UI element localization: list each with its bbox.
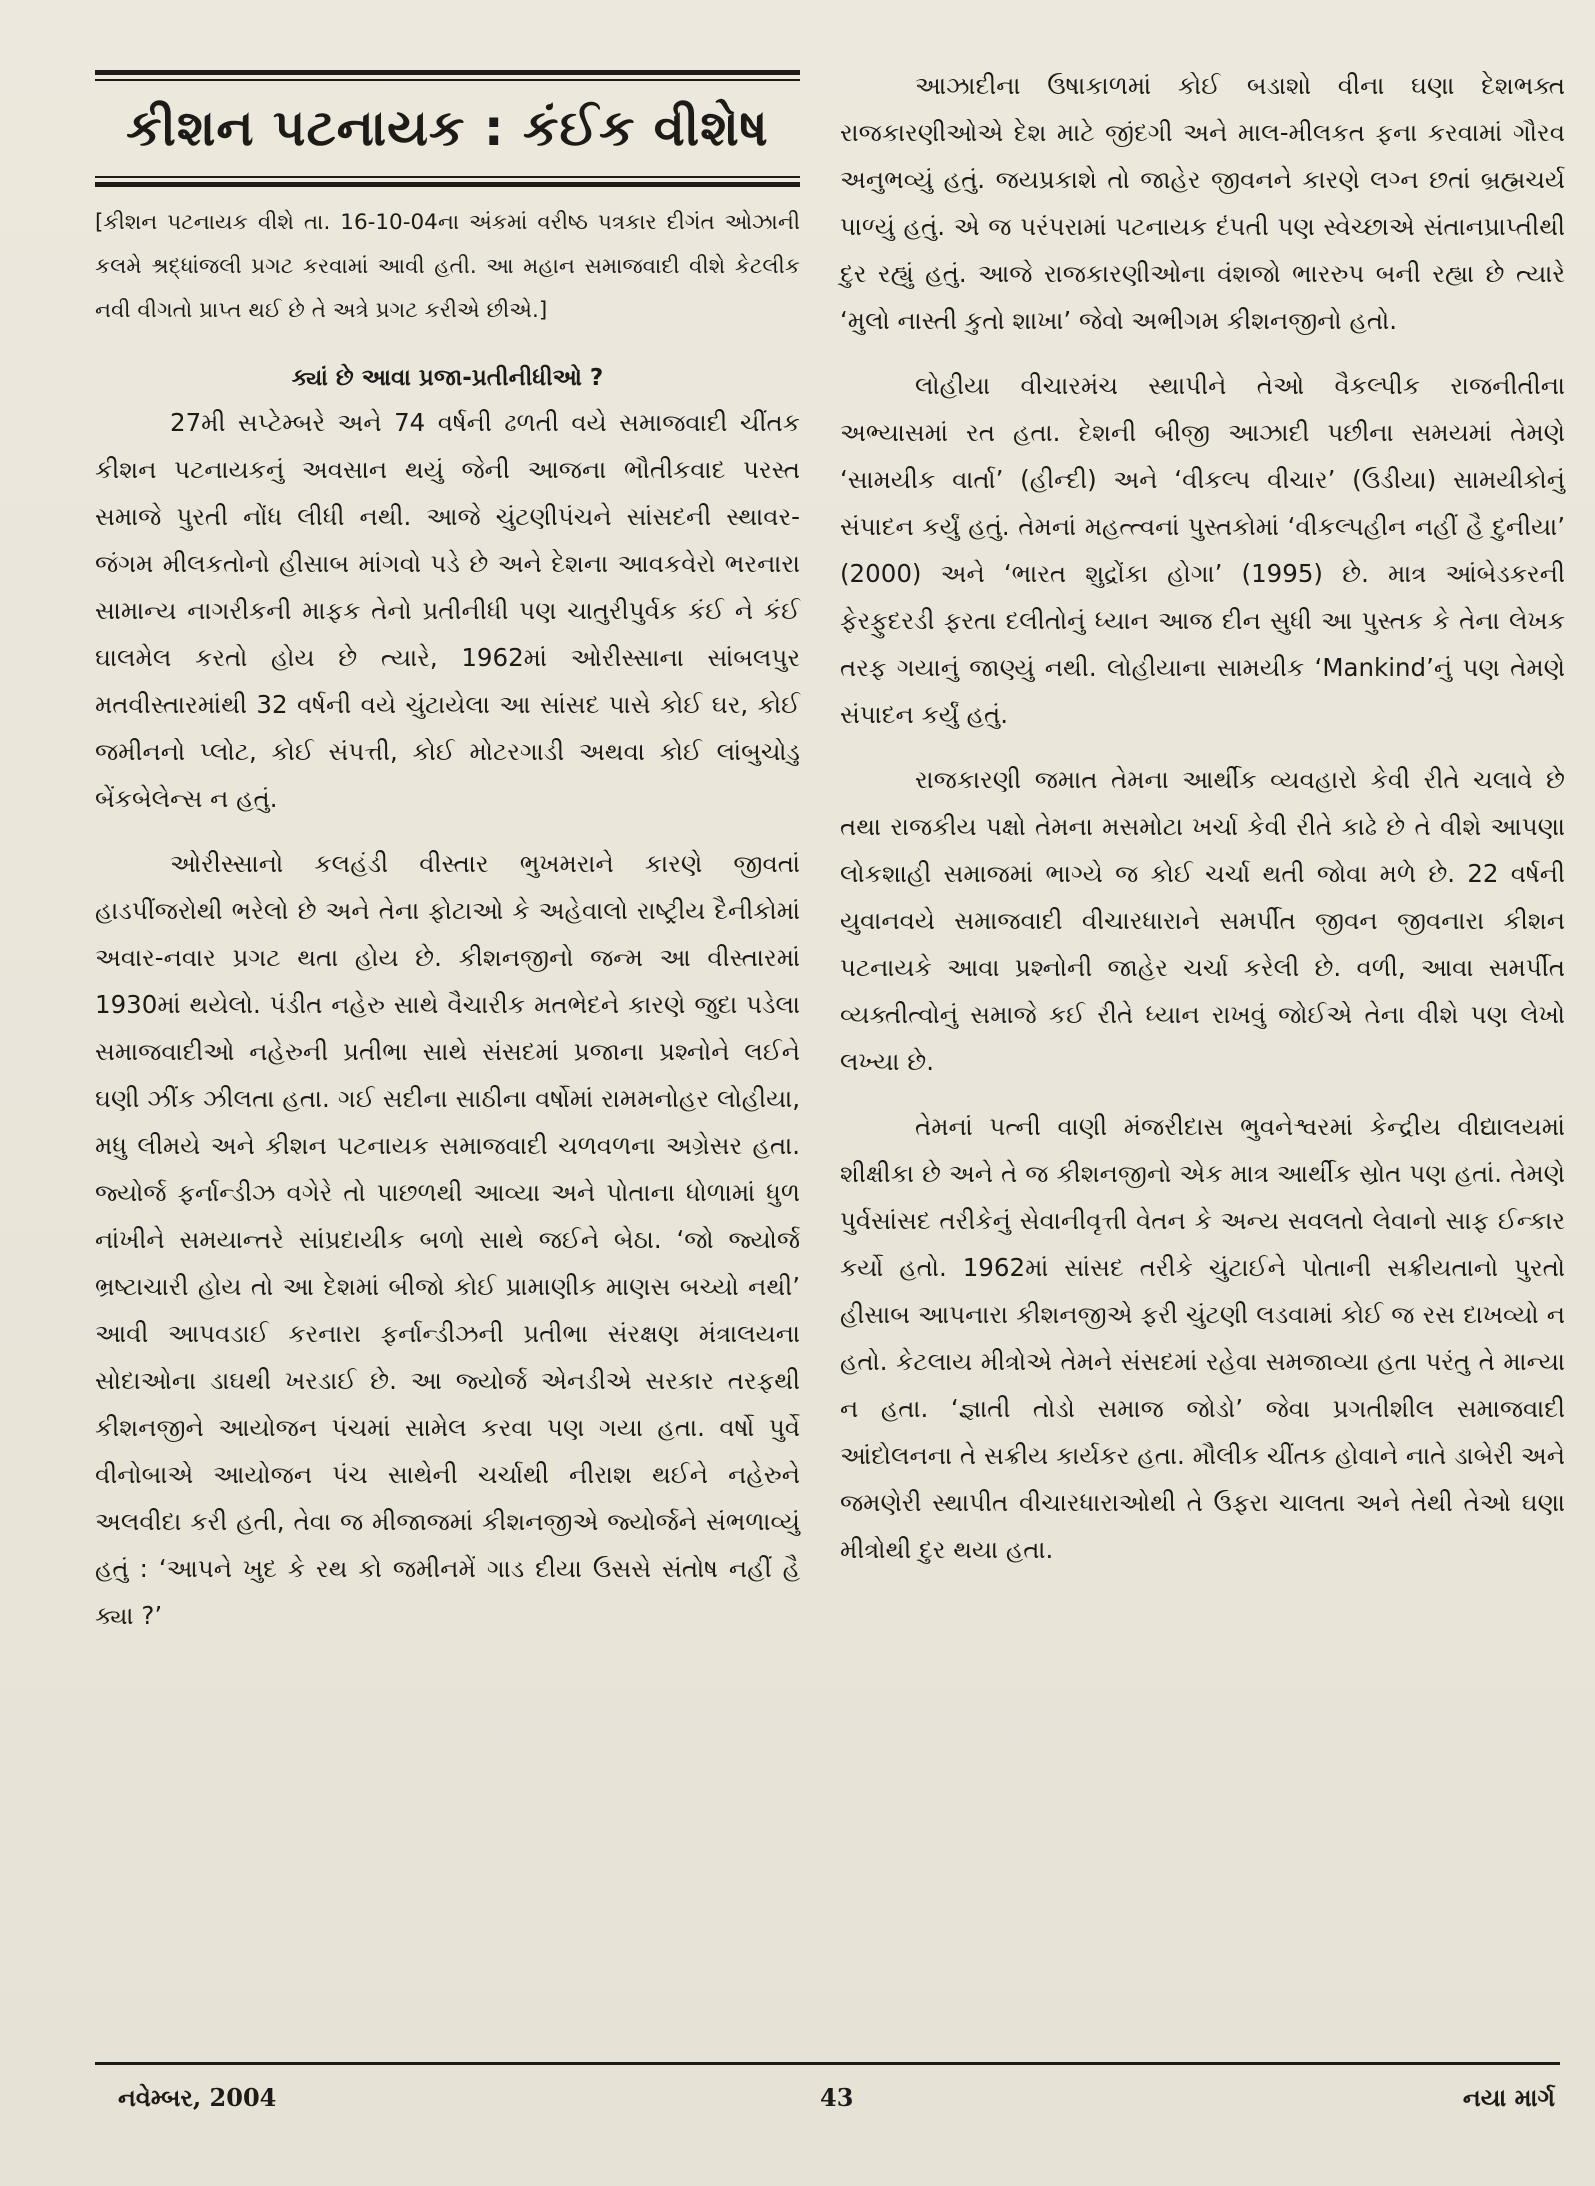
footer-date: નવેમ્બર, 2004	[118, 2083, 277, 2112]
magazine-name: નયા માર્ગ	[1462, 2083, 1555, 2112]
left-column	[95, 70, 800, 1639]
article-intro: [કીશન પટનાયક વીશે તા. 16-10-04ના અંકમાં વરીષ્ઠ પત્રકાર દીગંત ઓઝાની કલમે શ્રદ્ધાંજલી પ્રગટ કરવામાં આવી હતી. આ મહાન સમાજવાદી વીશે કેટલીક નવી વીગતો પ્રાપ્ત થઈ છે તે અત્રે પ્રગટ કરીએ છીએ.]	[95, 210, 800, 323]
paragraph: 27મી સપ્ટેમ્બરે અને 74 વર્ષની ઢળતી વયે સમાજવાદી ચીંતક કીશન પટનાયકનું અવસાન થયું જેની આજના ભૌતીકવાદ પરસ્ત સમાજે પુરતી નોંધ લીધી નથી. આજે ચુંટણીપંચને સાંસદની સ્થાવર-જંગમ મીલકતોનો હીસાબ માંગવો પડે છે અને દેશના આવકવેરો ભરનારા સામાન્ય નાગરીકની માફક તેનો પ્રતીનીધી પણ ચાતુરીપુર્વક કંઈ ને કંઈ ઘાલમેલ કરતો હોય છે ત્યારે, 1962માં ઓરીસ્સાના સાંબલપુર મતવીસ્તારમાંથી 32 વર્ષની વયે ચુંટાયેલા આ સાંસદ પાસે કોઈ ઘર, કોઈ જમીનનો પ્લોટ, કોઈ સંપત્તી, કોઈ મોટરગાડી અથવા કોઈ લાંબુચોડુ બેંકબેલેન્સ ન હતું.	[95, 408, 800, 813]
right-column	[840, 62, 1565, 1573]
page-number: 43	[820, 2083, 854, 2112]
paragraph: રાજકારણી જમાત તેમના આર્થીક વ્યવહારો કેવી રીતે ચલાવે છે તથા રાજકીય પક્ષો તેમના મસમોટા ખર્ચા કેવી રીતે કાઢે છે તે વીશે આપણા લોકશાહી સમાજમાં ભાગ્યે જ કોઈ ચર્ચા થતી જોવા મળે છે. 22 વર્ષની યુવાનવયે સમાજવાદી વીચારધારાને સમર્પીત જીવન જીવનારા કીશન પટનાયકે આવા પ્રશ્નોની જાહેર ચર્ચા કરેલી છે. વળી, આવા સમર્પીત વ્યક્તીત્વોનું સમાજે કઈ રીતે ધ્યાન રાખવું જોઈએ તેના વીશે પણ લેખો લખ્યા છે.	[840, 765, 1565, 1076]
paragraph: તેમનાં પત્ની વાણી મંજરીદાસ ભુવનેશ્વરમાં કેન્દ્રીય વીદ્યાલયમાં શીક્ષીકા છે અને તે જ કીશનજીનો એક માત્ર આર્થીક સ્રોત પણ હતાં. તેમણે પુર્વસાંસદ તરીકેનું સેવાનીવૃત્તી વેતન કે અન્ય સવલતો લેવાનો સાફ ઈન્કાર કર્યો હતો. 1962માં સાંસદ તરીકે ચુંટાઈને પોતાની સક્રીયતાનો પુરતો હીસાબ આપનારા કીશનજીએ ફરી ચુંટણી લડવામાં કોઈ જ રસ દાખવ્યો ન હતો. કેટલાય મીત્રોએ તેમને સંસદમાં રહેવા સમજાવ્યા હતા પરંતુ તે માન્યા ન હતા. ‘જ્ઞાતી તોડો સમાજ જોડો’ જેવા પ્રગતીશીલ સમાજવાદી આંદોલનના તે સક્રીય કાર્યકર હતા. મૌલીક ચીંતક હોવાને નાતે ડાબેરી અને જમણેરી સ્થાપીત વીચારધારાઓથી તે ઉફરા ચાલતા અને તેથી તેઓ ઘણા મીત્રોથી દુર થયા હતા.	[840, 1112, 1565, 1564]
title-rule-bottom	[95, 176, 800, 187]
paragraph: લોહીયા વીચારમંચ સ્થાપીને તેઓ વૈકલ્પીક રાજનીતીના અભ્યાસમાં રત હતા. દેશની બીજી આઝાદી પછીના સમયમાં તેમણે ‘સામયીક વાર્તા’ (હીન્દી) અને ‘વીકલ્પ વીચાર’ (ઉડીયા) સામયીકોનું સંપાદન કર્યું હતું. તેમનાં મહત્ત્વનાં પુસ્તકોમાં ‘વીકલ્પહીન નહીં હૈ દુનીયા’ (2000) અને ‘ભારત શુદ્રોંકા હોગા’ (1995) છે. માત્ર આંબેડકરની ફેરફુદરડી ફરતા દલીતોનું ધ્યાન આજ દીન સુધી આ પુસ્તક કે તેના લેખક તરફ ગયાનું જાણ્યું નથી. લોહીયાના સામયીક ‘Mankind’નું પણ તેમણે સંપાદન કર્યું હતું.	[840, 371, 1565, 729]
article-title: કીશન પટનાયક : કંઈક વીશેષ	[126, 99, 769, 157]
footer-rule	[95, 2062, 1560, 2065]
paragraph: આઝાદીના ઉષાકાળમાં કોઈ બડાશો વીના ઘણા દેશભક્ત રાજકારણીઓએ દેશ માટે જીંદગી અને માલ-મીલકત ફના કરવામાં ગૌરવ અનુભવ્યું હતું. જયપ્રકાશે તો જાહેર જીવનને કારણે લગ્ન છતાં બ્રહ્મચર્ય પાળ્યું હતું. એ જ પરંપરામાં પટનાયક દંપતી પણ સ્વેચ્છાએ સંતાનપ્રાપ્તીથી દુર રહ્યું હતું. આજે રાજકારણીઓના વંશજો ભારરુપ બની રહ્યા છે ત્યારે ‘મુલો નાસ્તી કુતો શાખા’ જેવો અભીગમ કીશનજીનો હતો.	[840, 71, 1565, 335]
title-rule-top	[95, 70, 800, 81]
section-subheading: ક્યાં છે આવા પ્રજા-પ્રતીનીધીઓ ?	[291, 365, 604, 391]
paragraph: ઓરીસ્સાનો કલહંડી વીસ્તાર ભુખમરાને કારણે જીવતાં હાડપીંજરોથી ભરેલો છે અને તેના ફોટાઓ કે અહેવાલો રાષ્ટ્રીય દૈનીકોમાં અવાર-નવાર પ્રગટ થતા હોય છે. કીશનજીનો જન્મ આ વીસ્તારમાં 1930માં થયેલો. પંડીત નહેરુ સાથે વૈચારીક મતભેદને કારણે જુદા પડેલા સમાજવાદીઓ નહેરુની પ્રતીભા સાથે સંસદમાં પ્રજાના પ્રશ્નોને લઈને ઘણી ઝીંક ઝીલતા હતા. ગઈ સદીના સાઠીના વર્ષોમાં રામમનોહર લોહીયા, મધુ લીમયે અને કીશન પટનાયક સમાજવાદી ચળવળના અગ્રેસર હતા. જ્યોર્જ ફર્નાન્ડીઝ વગેરે તો પાછળથી આવ્યા અને પોતાના ધોળામાં ધુળ નાંખીને સમયાન્તરે સાંપ્રદાયીક બળો સાથે જઈને બેઠા. ‘જો જ્યોર્જ ભ્રષ્ટાચારી હોય તો આ દેશમાં બીજો કોઈ પ્રામાણીક માણસ બચ્યો નથી’ આવી આપવડાઈ કરનારા ફર્નાન્ડીઝની પ્રતીભા સંરક્ષણ મંત્રાલયના સોદાઓના ડાઘથી ખરડાઈ છે. આ જ્યોર્જ એનડીએ સરકાર તરફથી કીશનજીને આયોજન પંચમાં સામેલ કરવા પણ ગયા હતા. વર્ષો પુર્વે વીનોબાએ આયોજન પંચ સાથેની ચર્ચાથી નીરાશ થઈને નહેરુને અલવીદા કરી હતી, તેવા જ મીજાજમાં કીશનજીએ જ્યોર્જને સંભળાવ્યું હતું : ‘આપને ખુદ કે રથ કો જમીનમેં ગાડ દીયા ઉસસે સંતોષ નહીં હૈ ક્યા ?’	[95, 849, 800, 1630]
